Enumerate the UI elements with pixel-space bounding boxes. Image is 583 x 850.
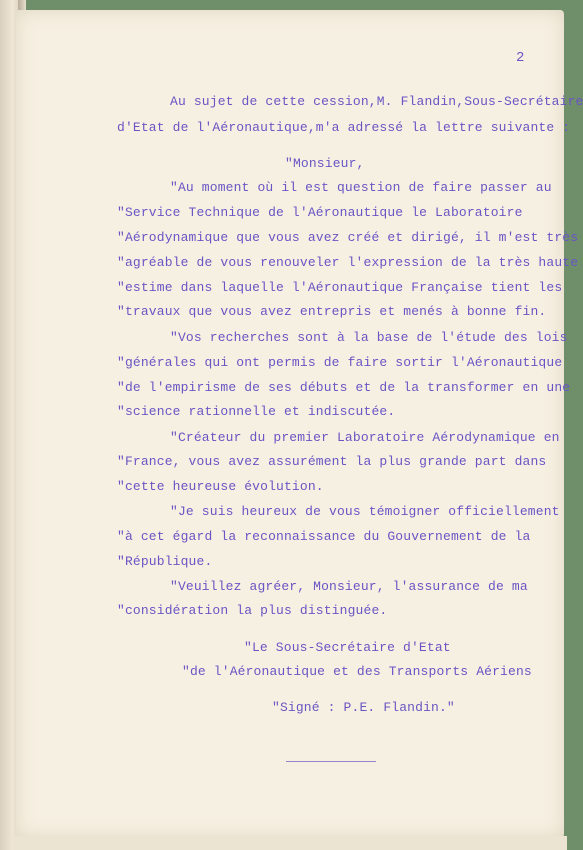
sheet-bottom-edge <box>14 836 567 850</box>
text-line: "Monsieur, <box>285 156 365 171</box>
text-line: d'Etat de l'Aéronautique,m'a adressé la lettre suivante : <box>117 120 571 135</box>
text-line: "Service Technique de l'Aéronautique le Laboratoire <box>117 205 523 220</box>
text-line: "cette heureuse évolution. <box>117 479 324 494</box>
closing-rule <box>286 761 376 762</box>
text-line: "science rationnelle et indiscutée. <box>117 404 396 419</box>
text-line: Au sujet de cette cession,M. Flandin,Sous-Secrétaire <box>170 94 583 109</box>
text-line: "considération la plus distinguée. <box>117 603 388 618</box>
text-line: "Créateur du premier Laboratoire Aérodynamique en <box>170 430 560 445</box>
text-line: "Je suis heureux de vous témoigner officiellement <box>170 504 560 519</box>
text-line: "Aérodynamique que vous avez créé et dirigé, il m'est très <box>117 230 579 245</box>
text-line: "Signé : P.E. Flandin." <box>272 700 455 715</box>
page-number: 2 <box>516 50 525 66</box>
text-line: "agréable de vous renouveler l'expression de la très haute <box>117 255 579 270</box>
text-line: "Vos recherches sont à la base de l'étude des lois <box>170 330 568 345</box>
text-line: "estime dans laquelle l'Aéronautique Française tient les <box>117 280 563 295</box>
text-line: "de l'Aéronautique et des Transports Aériens <box>182 664 532 679</box>
text-line: "République. <box>117 554 213 569</box>
text-line: "travaux que vous avez entrepris et menés à bonne fin. <box>117 304 547 319</box>
text-line: "Veuillez agréer, Monsieur, l'assurance de ma <box>170 579 528 594</box>
text-line: "Le Sous-Secrétaire d'Etat <box>244 640 451 655</box>
text-line: "générales qui ont permis de faire sortir l'Aéronautique <box>117 355 563 370</box>
text-line: "de l'empirisme de ses débuts et de la transformer en une <box>117 380 571 395</box>
text-line: "France, vous avez assurément la plus grande part dans <box>117 454 547 469</box>
text-line: "à cet égard la reconnaissance du Gouvernement de la <box>117 529 531 544</box>
text-line: "Au moment où il est question de faire passer au <box>170 180 552 195</box>
